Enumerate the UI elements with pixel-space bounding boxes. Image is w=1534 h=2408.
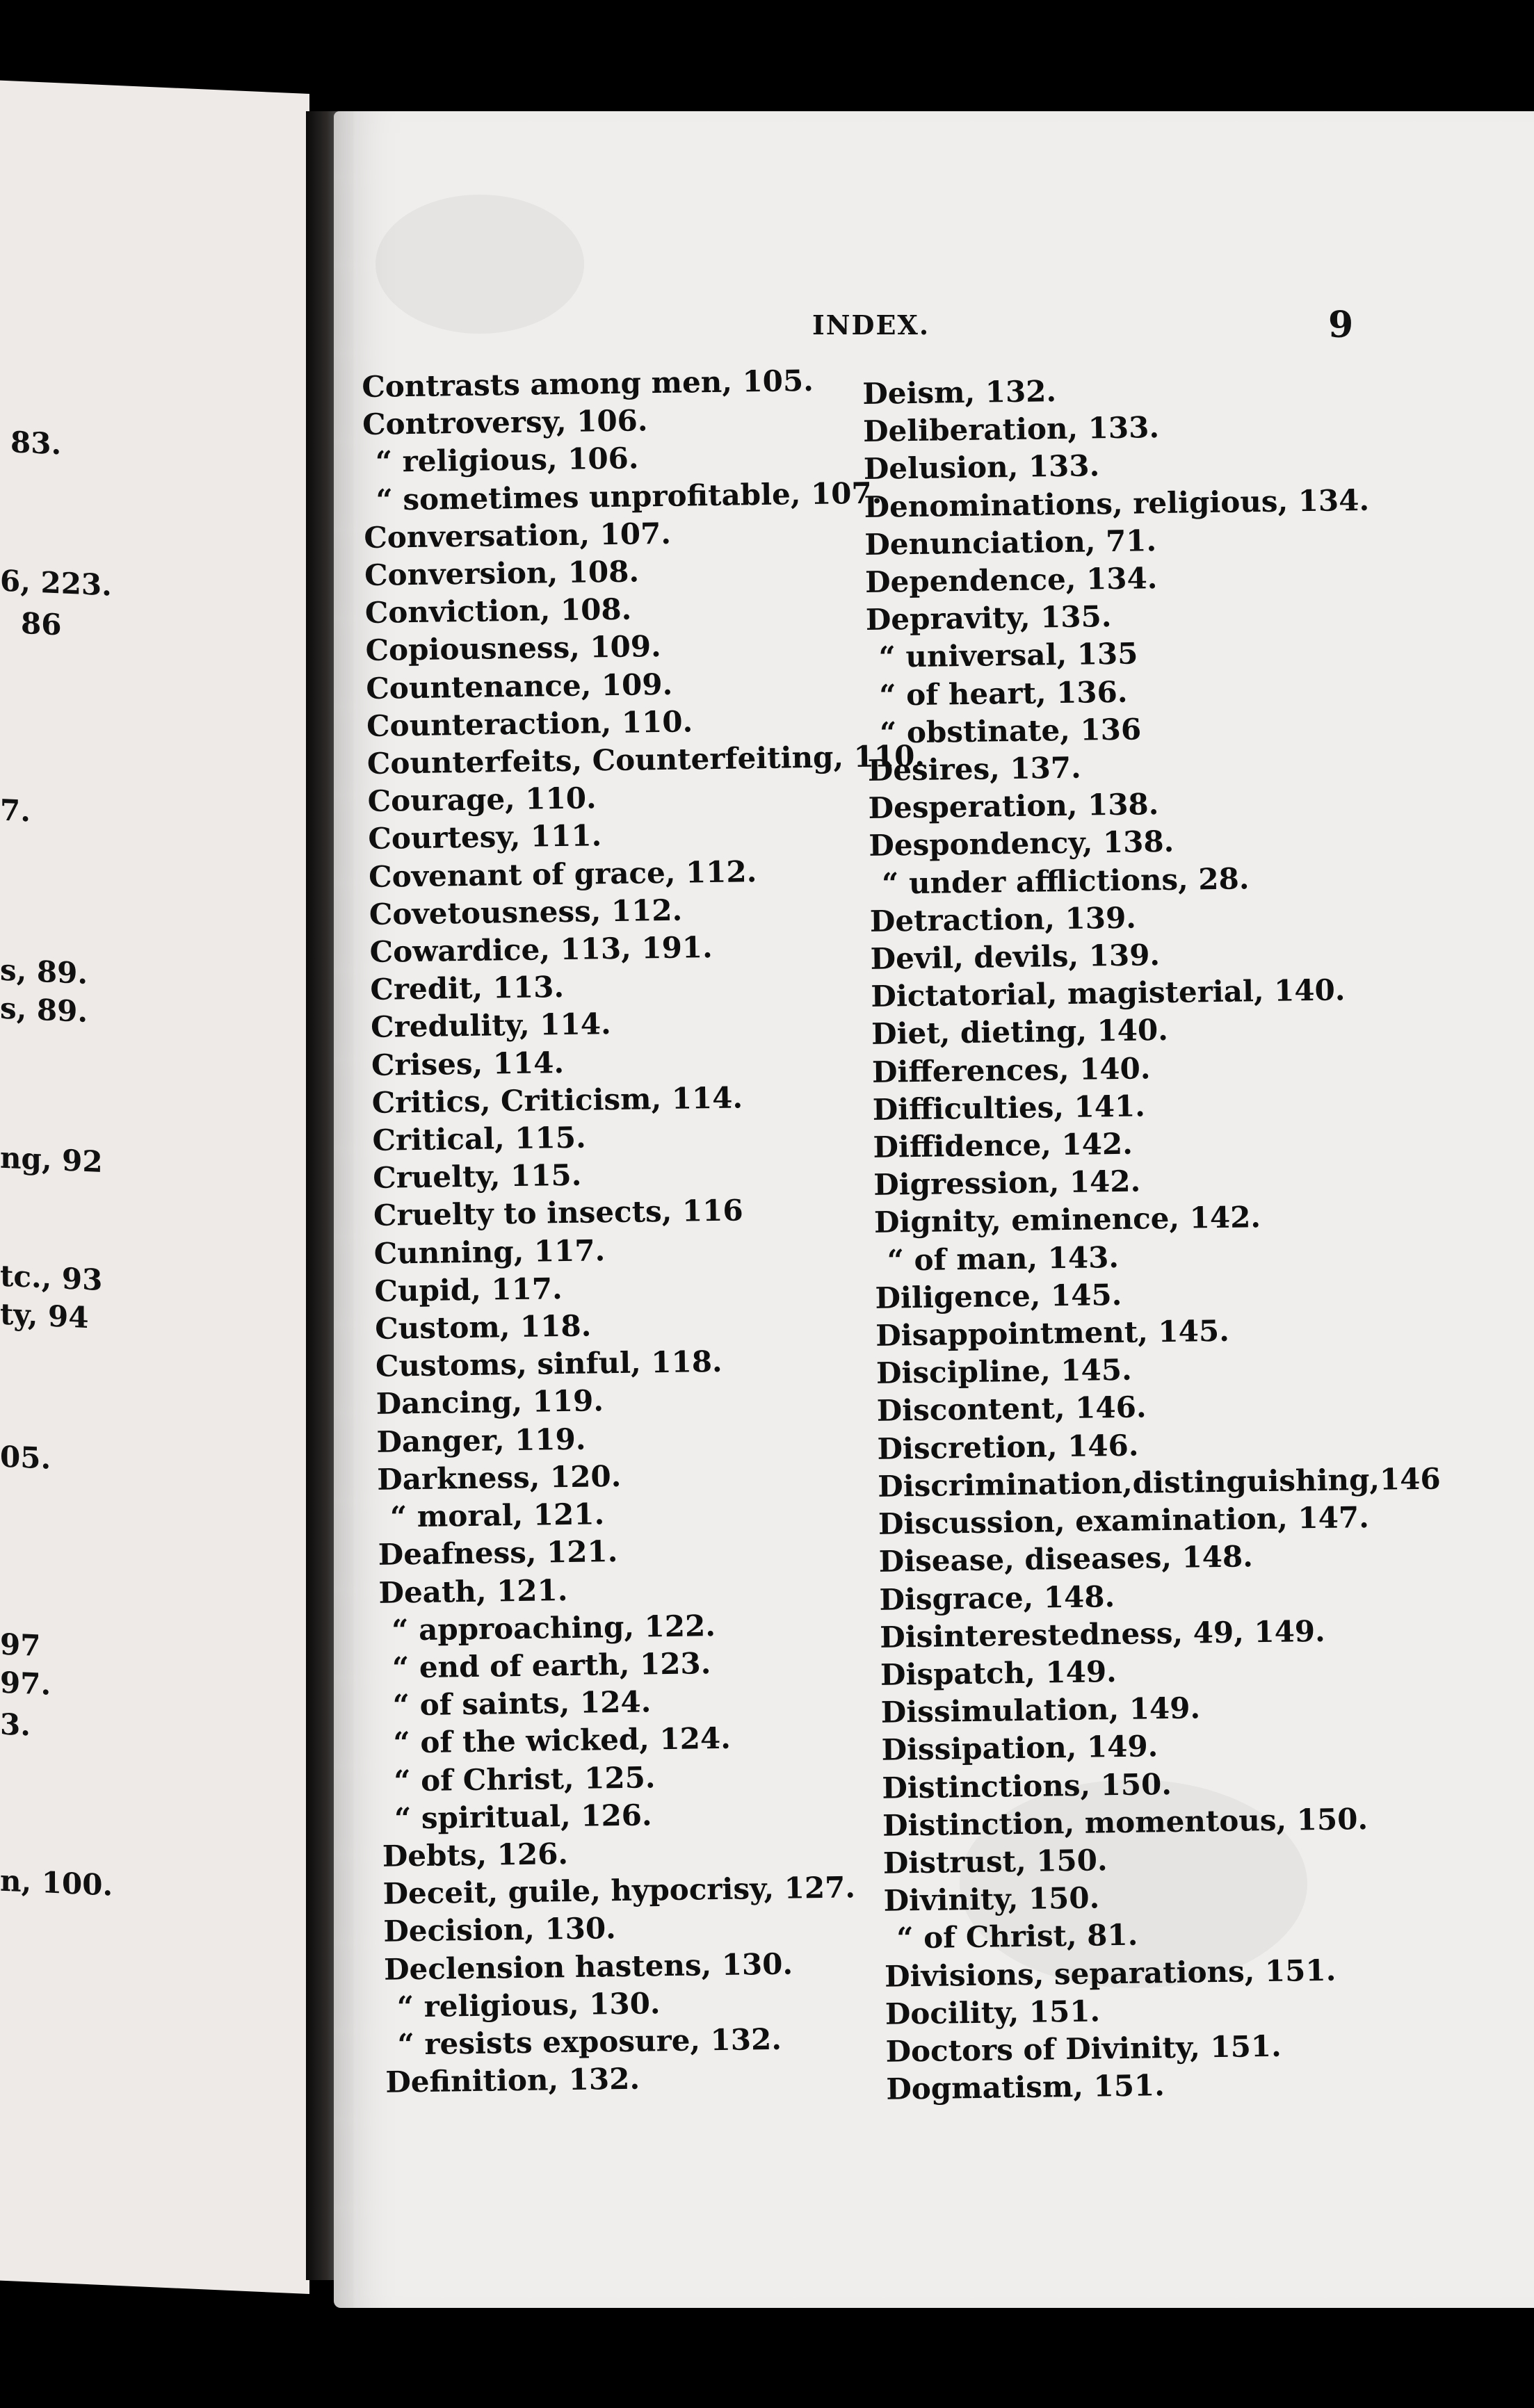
index-subentry: “ resists exposure, 132. xyxy=(397,2021,782,2062)
facing-page-fragment-text: s, 89. xyxy=(0,952,88,991)
index-entry: Dignity, eminence, 142. xyxy=(873,1200,1261,1240)
facing-page-fragment-text: ng, 92 xyxy=(0,1140,103,1180)
index-entry: Critical, 115. xyxy=(372,1120,586,1157)
index-entry: Diet, dieting, 140. xyxy=(871,1013,1169,1052)
index-subentry: “ under afflictions, 28. xyxy=(881,861,1250,901)
index-column-left xyxy=(362,361,944,2101)
index-entry: Devil, devils, 139. xyxy=(870,938,1161,976)
index-entry: Conversation, 107. xyxy=(364,516,672,555)
index-entry: Critics, Criticism, 114. xyxy=(371,1080,743,1120)
index-column-right xyxy=(862,368,1449,2108)
facing-page-fragment-text: 97. xyxy=(0,1665,51,1702)
index-entry: Disinterestedness, 49, 149. xyxy=(880,1613,1326,1654)
facing-page-fragment-text: 05. xyxy=(0,1439,51,1476)
index-entry: Declension hastens, 130. xyxy=(383,1946,793,1987)
facing-page-fragment-text: 97 xyxy=(0,1627,41,1663)
index-entry: Discussion, examination, 147. xyxy=(878,1500,1370,1541)
index-entry: Disease, diseases, 148. xyxy=(878,1539,1254,1579)
index-entry: Dictatorial, magisterial, 140. xyxy=(871,973,1346,1014)
index-entry: Darkness, 120. xyxy=(376,1458,622,1497)
index-subentry: “ of saints, 124. xyxy=(392,1684,652,1723)
index-entry: Discrimination,distinguishing,146 xyxy=(877,1461,1441,1504)
index-entry: Counterfeits, Counterfeiting, 110. xyxy=(366,738,926,781)
index-entry: Digression, 142. xyxy=(873,1164,1141,1203)
index-entry: Delusion, 133. xyxy=(863,448,1100,487)
index-entry: Courage, 110. xyxy=(367,781,597,819)
index-entry: Conviction, 108. xyxy=(364,592,632,631)
facing-page-fragment-text: s, 89. xyxy=(0,991,88,1030)
index-entry: Customs, sinful, 118. xyxy=(375,1344,722,1384)
index-entry: Distinctions, 150. xyxy=(882,1766,1172,1805)
index-subentry: “ of Christ, 125. xyxy=(394,1759,656,1798)
index-subentry: “ of heart, 136. xyxy=(879,674,1128,713)
index-subentry: “ approaching, 122. xyxy=(391,1608,716,1648)
facing-page-fragment xyxy=(0,81,309,2294)
index-entry: Deism, 132. xyxy=(862,374,1057,411)
index-entry: Difficulties, 141. xyxy=(872,1089,1146,1127)
index-entry: Contrasts among men, 105. xyxy=(362,363,814,404)
index-entry: Countenance, 109. xyxy=(366,667,673,706)
index-subentry: “ religious, 130. xyxy=(396,1985,661,2024)
index-entry: Divinity, 150. xyxy=(883,1880,1100,1918)
index-entry: Detraction, 139. xyxy=(869,900,1137,938)
page-number: 9 xyxy=(1328,304,1354,346)
index-entry: Diligence, 145. xyxy=(875,1277,1122,1315)
facing-page-fragment-text: 6, 223. xyxy=(0,563,112,603)
index-entry: Doctors of Divinity, 151. xyxy=(885,2028,1282,2069)
facing-page-fragment-text: 83. xyxy=(10,425,62,462)
index-entry: Cupid, 117. xyxy=(374,1271,563,1308)
index-entry: Cruelty to insects, 116 xyxy=(373,1193,743,1233)
running-title: INDEX. xyxy=(812,309,930,341)
index-subentry: “ end of earth, 123. xyxy=(391,1646,711,1685)
index-entry: Definition, 132. xyxy=(385,2061,640,2099)
index-subentry: “ of Christ, 81. xyxy=(896,1918,1138,1955)
index-entry: Denominations, religious, 134. xyxy=(864,482,1370,524)
index-entry: Cunning, 117. xyxy=(373,1233,606,1271)
index-entry: Denunciation, 71. xyxy=(864,523,1157,562)
index-entry: Cruelty, 115. xyxy=(372,1157,582,1196)
index-entry: Distinction, momentous, 150. xyxy=(882,1801,1369,1843)
index-entry: Credulity, 114. xyxy=(370,1007,611,1045)
index-entry: Diffidence, 142. xyxy=(873,1126,1133,1164)
index-page xyxy=(334,111,1534,2308)
index-entry: Disappointment, 145. xyxy=(875,1313,1230,1353)
index-entry: Depravity, 135. xyxy=(865,599,1112,637)
facing-page-fragment-text: 86 xyxy=(21,605,62,642)
index-entry: Discontent, 146. xyxy=(876,1390,1147,1429)
index-entry: Crises, 114. xyxy=(371,1045,565,1082)
index-entry: Controversy, 106. xyxy=(362,403,648,442)
index-subentry: “ obstinate, 136 xyxy=(879,712,1142,750)
index-entry: Dispatch, 149. xyxy=(880,1654,1117,1692)
index-entry: Docility, 151. xyxy=(885,1994,1101,2031)
index-entry: Desires, 137. xyxy=(867,750,1082,788)
index-entry: Deceit, guile, hypocrisy, 127. xyxy=(382,1870,856,1911)
index-subentry: “ of the wicked, 124. xyxy=(393,1721,732,1760)
index-subentry: “ universal, 135 xyxy=(878,636,1138,675)
index-entry: Covenant of grace, 112. xyxy=(368,854,757,894)
index-entry: Covetousness, 112. xyxy=(369,893,683,932)
index-subentry: “ sometimes unprofitable, 107. xyxy=(376,475,882,517)
index-entry: Debts, 126. xyxy=(382,1836,569,1873)
index-entry: Deliberation, 133. xyxy=(862,410,1160,449)
page-header xyxy=(334,304,1534,351)
index-subentry: “ of man, 143. xyxy=(887,1239,1120,1278)
index-entry: Danger, 119. xyxy=(376,1422,586,1459)
index-entry: Despondency, 138. xyxy=(869,824,1174,863)
index-entry: Discretion, 146. xyxy=(877,1428,1139,1466)
index-entry: Dissimulation, 149. xyxy=(880,1691,1201,1730)
index-entry: Distrust, 150. xyxy=(882,1843,1108,1880)
index-subentry: “ religious, 106. xyxy=(375,441,639,480)
index-entry: Desperation, 138. xyxy=(868,787,1159,826)
facing-page-text xyxy=(0,81,309,1903)
index-entry: Divisions, separations, 151. xyxy=(884,1953,1337,1994)
index-entry: Decision, 130. xyxy=(383,1911,617,1949)
index-entry: Credit, 113. xyxy=(370,970,565,1007)
index-subentry: “ moral, 121. xyxy=(389,1497,605,1534)
index-entry: Courtesy, 111. xyxy=(368,818,602,856)
facing-page-fragment-text: 3. xyxy=(0,1707,31,1743)
index-entry: Dancing, 119. xyxy=(376,1383,604,1422)
index-entry: Dependence, 134. xyxy=(864,561,1158,599)
facing-page-fragment-text: n, 100. xyxy=(0,1863,113,1903)
facing-page-fragment-text: 7. xyxy=(0,792,31,829)
facing-page-fragment-text: ty, 94 xyxy=(0,1296,89,1335)
index-entry: Dogmatism, 151. xyxy=(886,2068,1165,2106)
facing-page-fragment-text: tc., 93 xyxy=(0,1258,103,1298)
index-entry: Deafness, 121. xyxy=(378,1534,618,1572)
index-entry: Differences, 140. xyxy=(871,1050,1151,1089)
index-entry: Copiousness, 109. xyxy=(365,629,662,668)
index-entry: Dissipation, 149. xyxy=(881,1729,1158,1768)
index-entry: Conversion, 108. xyxy=(364,554,640,592)
index-entry: Custom, 118. xyxy=(374,1308,592,1346)
index-entry: Counteraction, 110. xyxy=(366,704,693,743)
index-subentry: “ spiritual, 126. xyxy=(394,1798,652,1836)
index-entry: Death, 121. xyxy=(378,1572,568,1610)
index-entry: Cowardice, 113, 191. xyxy=(369,930,713,969)
index-entry: Discipline, 145. xyxy=(875,1353,1132,1391)
index-entry: Disgrace, 148. xyxy=(879,1579,1115,1617)
